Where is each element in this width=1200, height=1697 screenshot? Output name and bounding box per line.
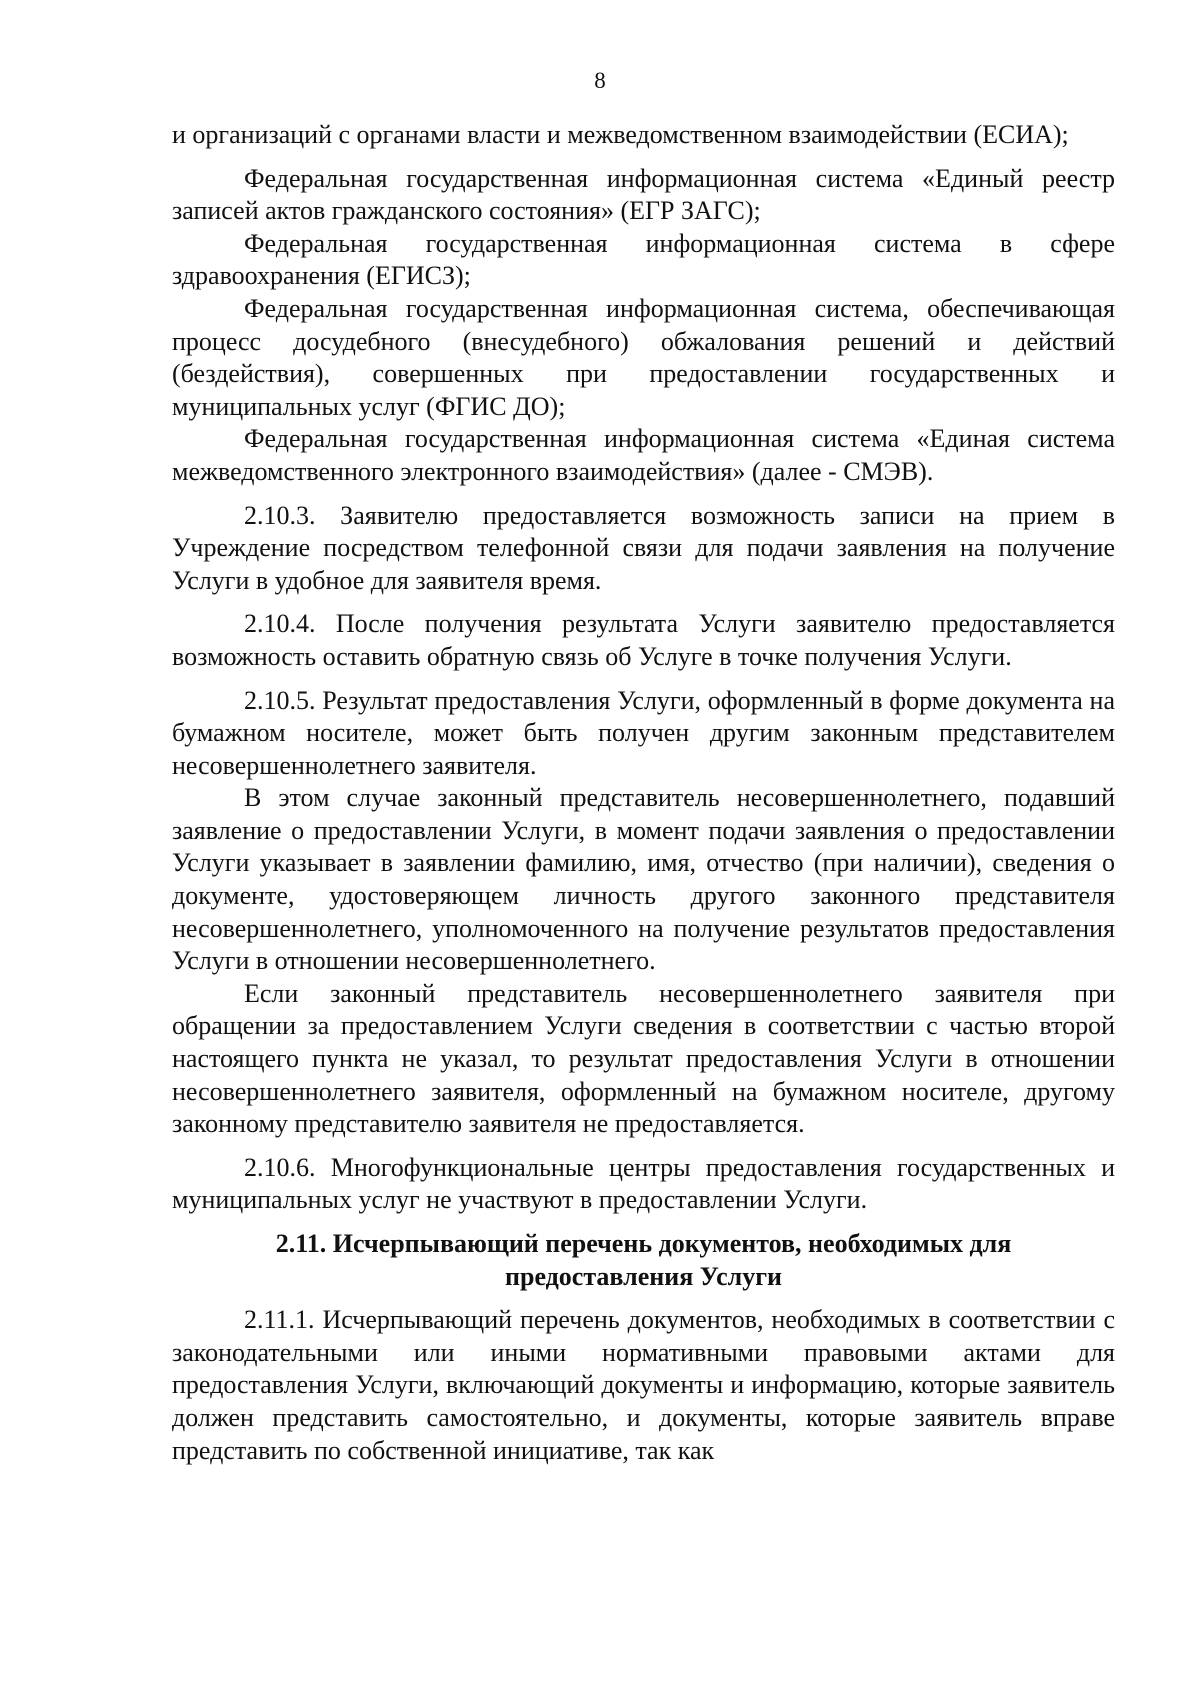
paragraph-legal-representative: В этом случае законный представитель несовершеннолетнего, подавший заявление о предоставлении Услуги, в момент подачи заявления о предоставлении Услуги указывает в заявлении фамилию, имя, отчество (при наличии), сведения о документе, удостоверяющем личность другого законного представителя несовершеннолетнего, уполномоченного на получение результатов предоставления Услуги в отношении несовершеннолетнего. <box>172 783 1115 976</box>
paragraph-esia-continuation: и организаций с органами власти и межведомственном взаимодействии (ЕСИА); <box>172 120 1069 149</box>
paragraph-2-10-5: 2.10.5. Результат предоставления Услуги, оформленный в форме документа на бумажном носителе, может быть получен другим законным представителем несовершеннолетнего заявителя. <box>172 685 1115 780</box>
page-number: 8 <box>594 68 606 93</box>
paragraph-not-provided: Если законный представитель несовершеннолетнего заявителя при обращении за предоставлением Услуги сведения в соответствии с частью второй настоящего пункта не указал, то результат предоставления Услуги в отношении несовершеннолетнего заявителя, оформленный на бумажном носителе, другому законному представителю заявителя не предоставляется. <box>172 978 1115 1139</box>
paragraph-fgis-do: Федеральная государственная информационная система, обеспечивающая процесс досудебного (внесудебного) обжалования решений и действий (бездействия), совершенных при предоставлении государственных и муниципальных услуг (ФГИС ДО); <box>172 293 1115 421</box>
paragraph-egisz: Федеральная государственная информационная система в сфере здравоохранения (ЕГИСЗ); <box>172 228 1115 291</box>
paragraph-egr-zags: Федеральная государственная информационная система «Единый реестр записей актов гражданского состояния» (ЕГР ЗАГС); <box>172 163 1115 226</box>
document-body <box>172 119 1115 1467</box>
section-heading-2-11: 2.11. Исчерпывающий перечень документов, необходимых для предоставления Услуги <box>275 1229 1012 1291</box>
paragraph-2-11-1: 2.11.1. Исчерпывающий перечень документов, необходимых в соответствии с законодательными или иными нормативными правовыми актами для предоставления Услуги, включающий документы и информацию, которые заявитель должен представить самостоятельно, и документы, которые заявитель вправе представить по собственной инициативе, так как <box>172 1305 1115 1465</box>
paragraph-2-10-3: 2.10.3. Заявителю предоставляется возможность записи на прием в Учреждение посредством телефонной связи для подачи заявления на получение Услуги в удобное для заявителя время. <box>172 500 1115 595</box>
paragraph-2-10-6: 2.10.6. Многофункциональные центры предоставления государственных и муниципальных услуг не участвуют в предоставлении Услуги. <box>172 1152 1115 1215</box>
paragraph-smev: Федеральная государственная информационная система «Единая система межведомственного электронного взаимодействия» (далее - СМЭВ). <box>172 424 1115 486</box>
paragraph-2-10-4: 2.10.4. После получения результата Услуги заявителю предоставляется возможность оставить обратную связь об Услуге в точке получения Услуги. <box>172 609 1115 671</box>
